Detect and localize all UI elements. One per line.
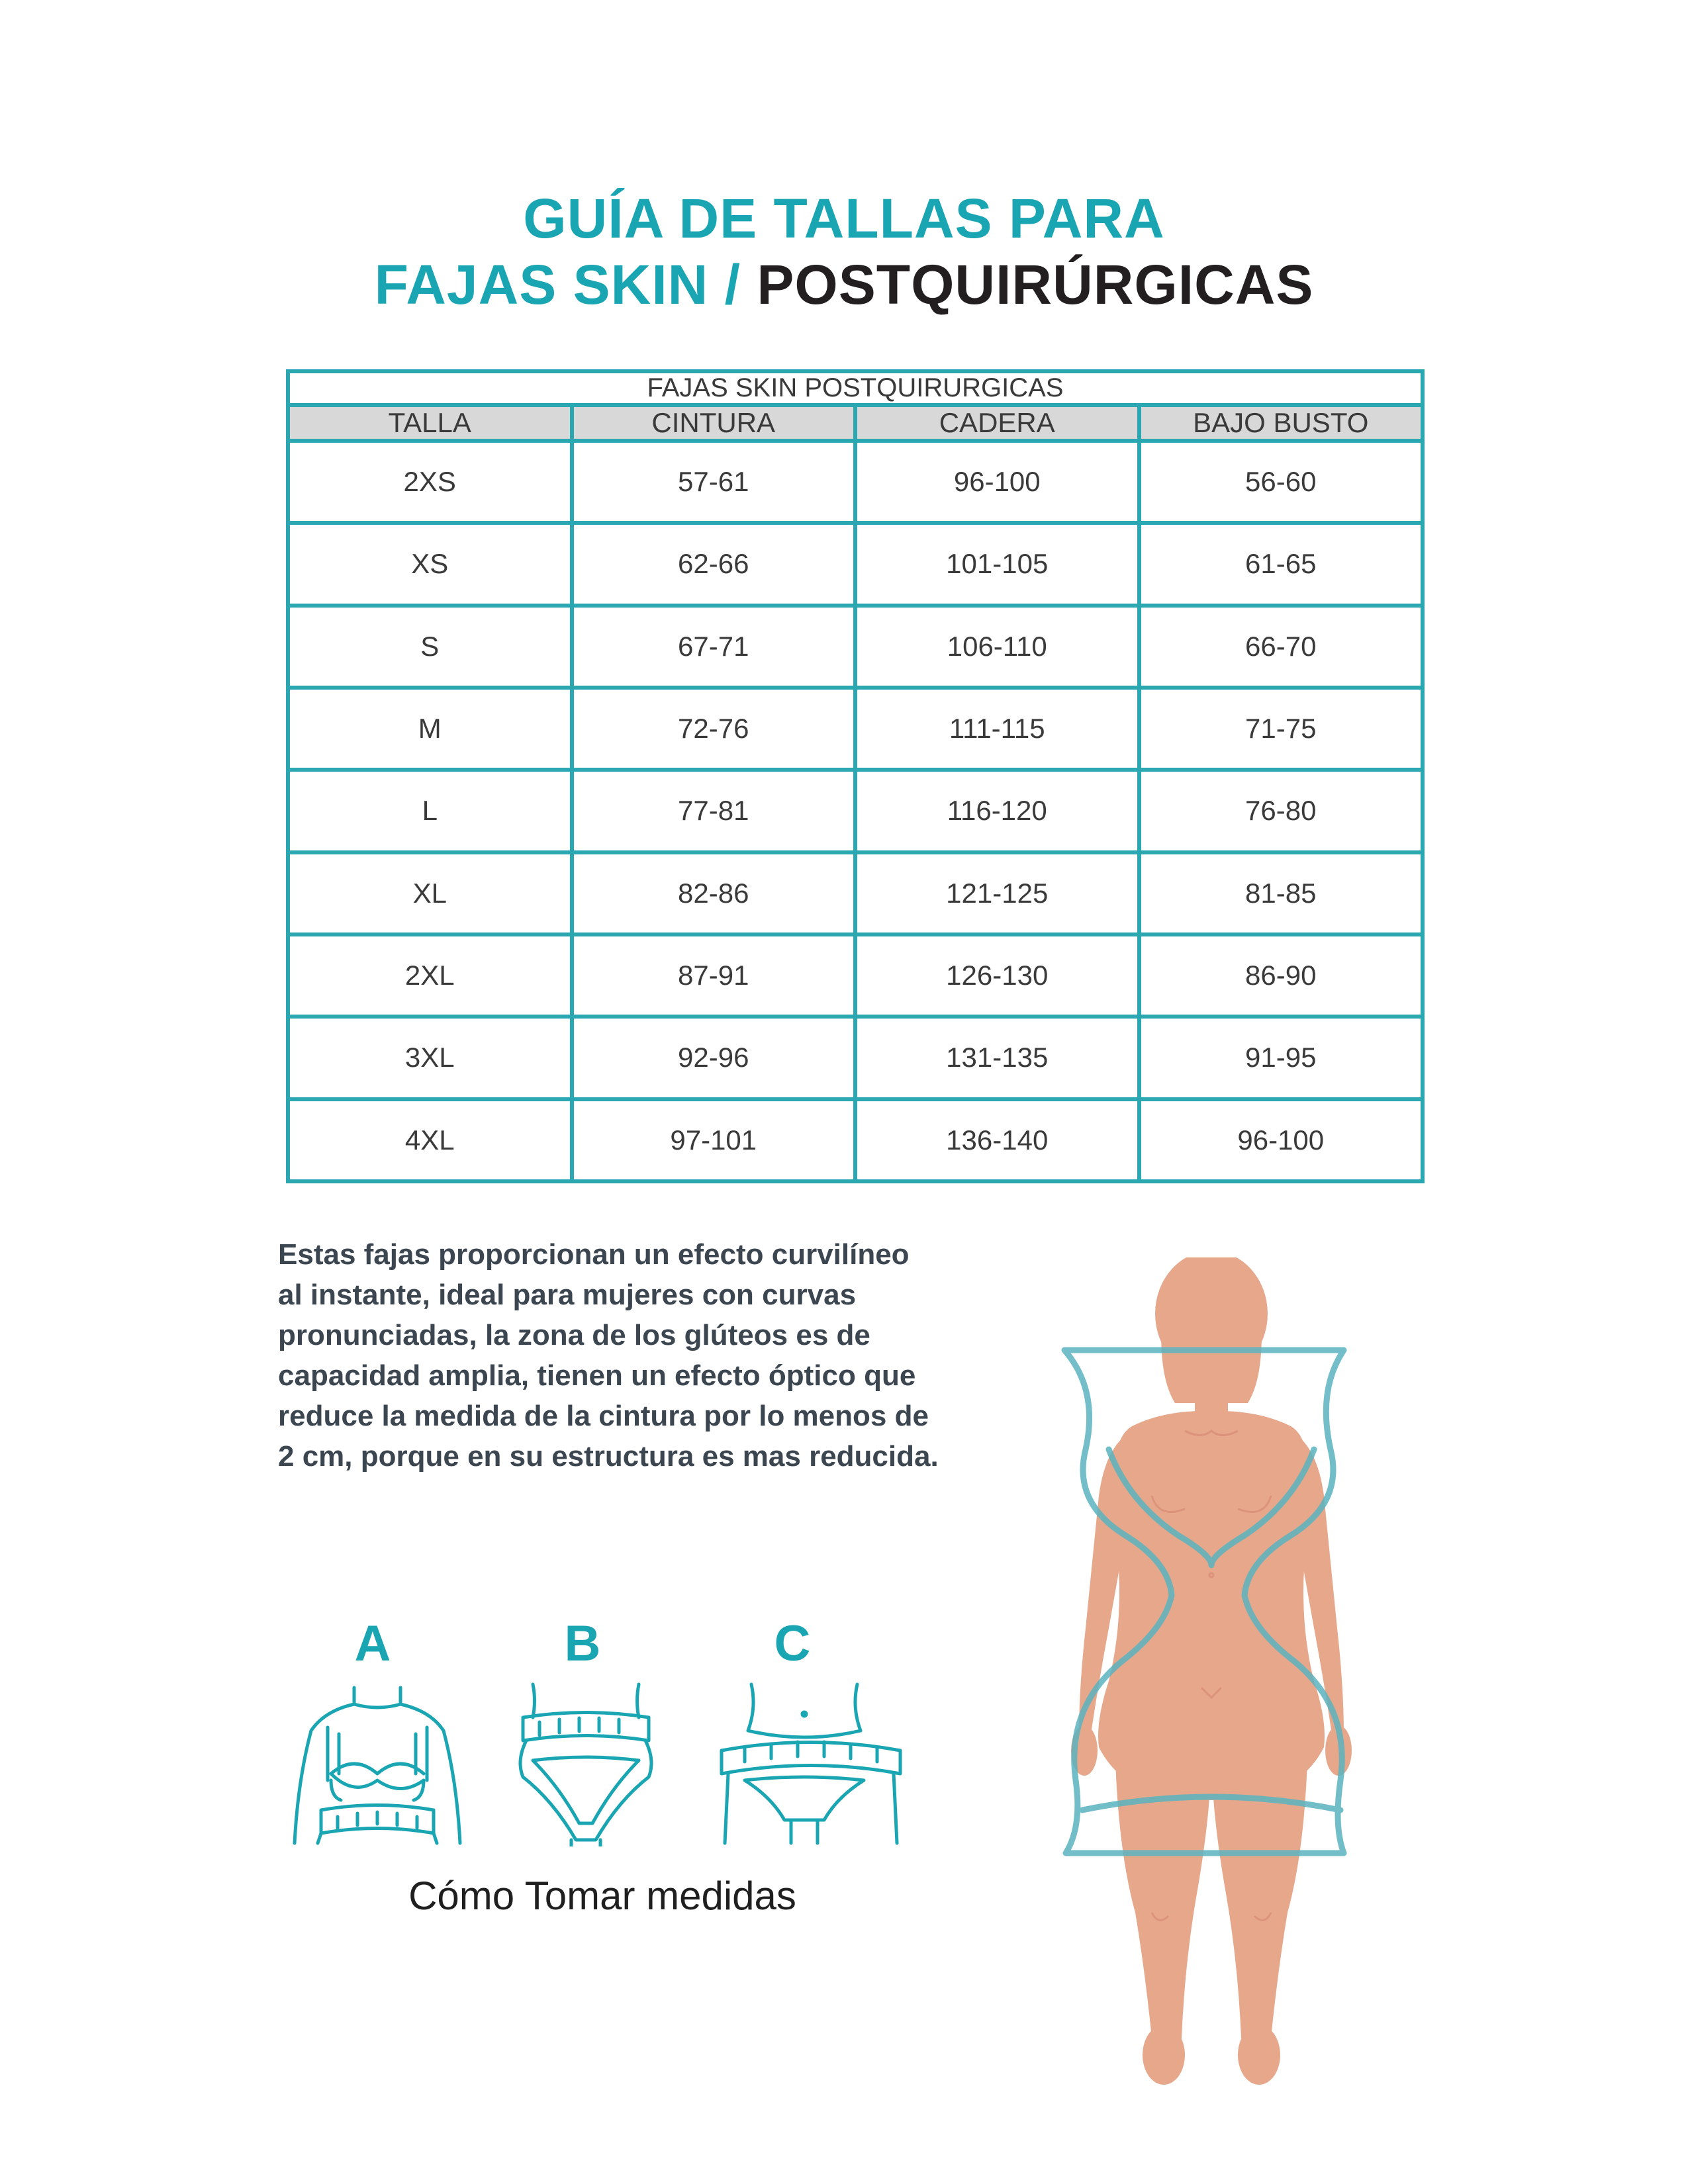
measure-letter-a: A [354,1615,391,1672]
size-table [286,369,1425,1183]
table-row [288,606,1423,688]
table-cell: 136-140 [855,1099,1139,1181]
table-row [288,934,1423,1017]
table-cell: 91-95 [1139,1017,1423,1099]
table-cell: 2XL [288,934,572,1017]
title-line-2-teal: FAJAS SKIN / [374,253,741,316]
table-cell: 131-135 [855,1017,1139,1099]
measure-letter-b: B [564,1615,601,1672]
table-row [288,688,1423,770]
table-cell: 121-125 [855,852,1139,934]
table-cell: 2XS [288,441,572,523]
table-cell: L [288,770,572,852]
table-cell: 96-100 [1139,1099,1423,1181]
table-cell: S [288,606,572,688]
title-line-2 [0,251,1688,318]
table-cell: 96-100 [855,441,1139,523]
table-cell: 77-81 [572,770,856,852]
table-cell: 126-130 [855,934,1139,1017]
table-row [288,523,1423,605]
table-cell: 72-76 [572,688,856,770]
table-cell: 4XL [288,1099,572,1181]
table-cell: 3XL [288,1017,572,1099]
title-line-1: GUÍA DE TALLAS PARA [523,187,1165,250]
table-cell: M [288,688,572,770]
measure-letter-c: C [774,1615,811,1672]
table-cell: 61-65 [1139,523,1423,605]
table-cell: 106-110 [855,606,1139,688]
bust-measure-icon [291,1681,463,1846]
table-cell: 62-66 [572,523,856,605]
table-cell: 92-96 [572,1017,856,1099]
body-silhouette-illustration [1053,1257,1370,2111]
column-header-talla: TALLA [288,405,572,441]
table-row [288,1017,1423,1099]
table-cell: 116-120 [855,770,1139,852]
table-cell: 82-86 [572,852,856,934]
waist-measure-icon [513,1681,659,1846]
table-cell: 101-105 [855,523,1139,605]
table-cell: XL [288,852,572,934]
table-cell: 71-75 [1139,688,1423,770]
table-cell: XS [288,523,572,605]
title-line-2-dark: POSTQUIRÚRGICAS [757,253,1314,316]
product-description: Estas fajas proporcionan un efecto curvilíneo al instante, ideal para mujeres con curvas pronunciadas, la zona de los glúteos es de capacidad amplia, tienen un efecto óptico que reduce la medida de la cintura por lo menos de 2 cm, porque en su estructura es mas reducida. [278,1238,939,1473]
table-cell: 97-101 [572,1099,856,1181]
table-cell: 87-91 [572,934,856,1017]
table-row [288,1099,1423,1181]
column-header-cadera: CADERA [855,405,1139,441]
column-header-cintura: CINTURA [572,405,856,441]
table-cell: 67-71 [572,606,856,688]
table-cell: 66-70 [1139,606,1423,688]
measure-caption: Cómo Tomar medidas [408,1874,796,1918]
page-title [0,185,1688,318]
table-cell: 56-60 [1139,441,1423,523]
hip-measure-icon [718,1681,904,1846]
table-row [288,770,1423,852]
table-cell: 81-85 [1139,852,1423,934]
table-row [288,441,1423,523]
column-header-bajo-busto: BAJO BUSTO [1139,405,1423,441]
table-cell: 86-90 [1139,934,1423,1017]
table-cell: 57-61 [572,441,856,523]
table-caption: FAJAS SKIN POSTQUIRURGICAS [288,371,1423,405]
table-cell: 76-80 [1139,770,1423,852]
table-row [288,852,1423,934]
table-cell: 111-115 [855,688,1139,770]
